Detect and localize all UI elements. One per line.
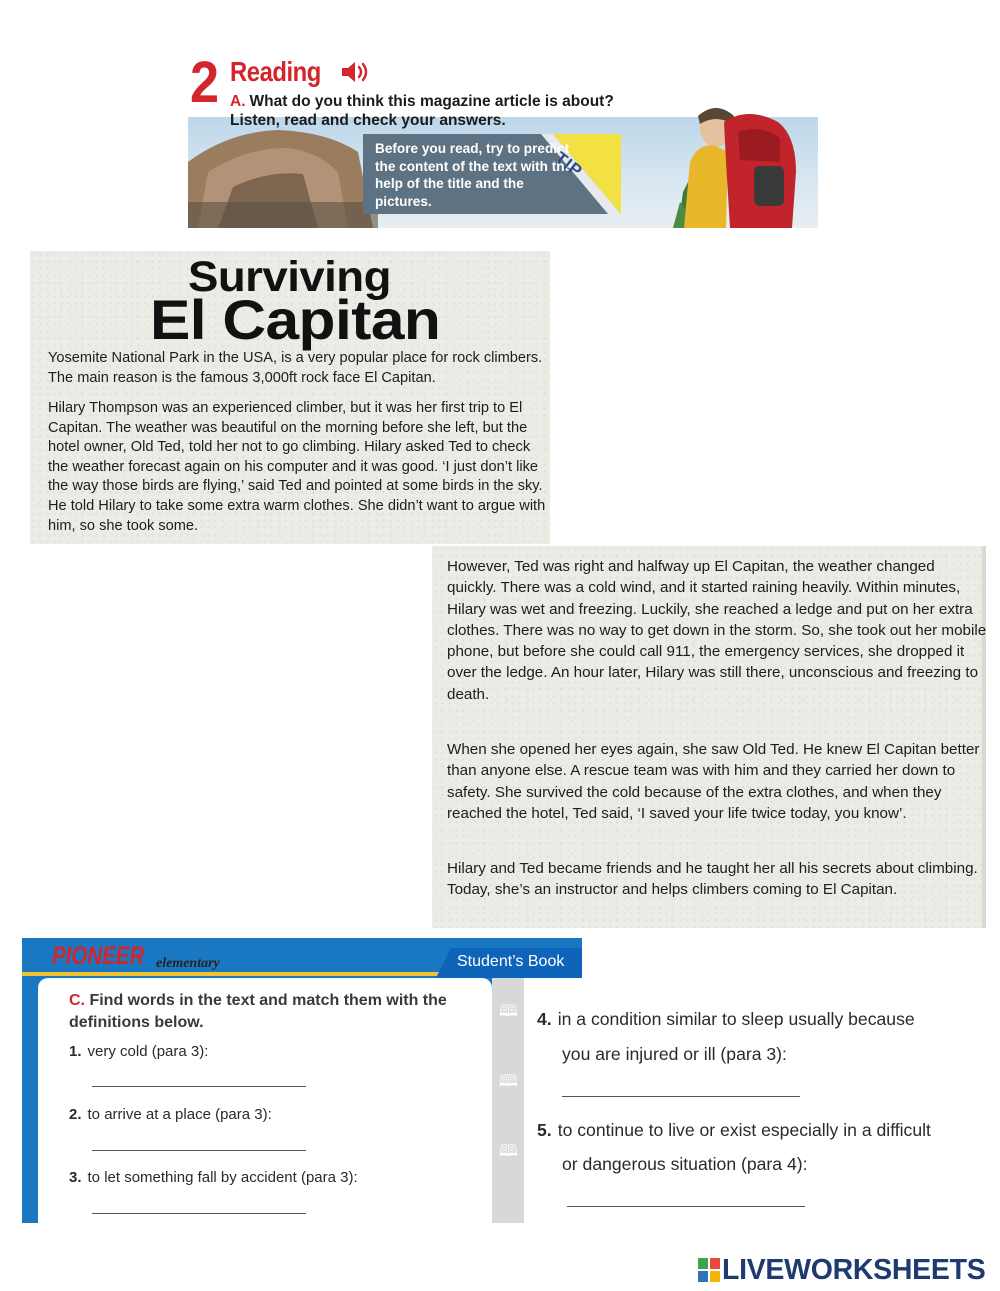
question-2 — [69, 1106, 272, 1123]
exercise-instruction — [69, 990, 479, 1034]
book-icon: 🕮 — [499, 1003, 518, 1020]
section-title: Reading — [230, 56, 321, 87]
question-number: 2. — [69, 1106, 82, 1123]
answer-line-1[interactable] — [92, 1086, 306, 1087]
answer-line-2[interactable] — [92, 1150, 306, 1151]
article-paragraph-3: However, Ted was right and halfway up El Capitan, the weather changed quickly. There was a cold wind, and it started raining heavily. Within minutes, Hilary was wet and freezing. Luckily, she reached a ledge and put on her extra clothes. There was no way to get down in the storm. So, she took out her mobile phone, but before she could call 911, the emergency services, she dropped it over the ledge. An hour later, Hilary was still there, unconscious and freezing to death. — [447, 558, 987, 703]
tip-label: TIP — [551, 148, 587, 182]
task-instruction-line1 — [230, 93, 614, 111]
question-1 — [69, 1043, 208, 1060]
exercise-panel — [22, 938, 582, 1223]
question-number: 3. — [69, 1169, 82, 1186]
article-title-line1: Surviving — [188, 253, 391, 301]
tip-box — [363, 134, 621, 214]
question-4 — [537, 1009, 915, 1030]
book-icon: 🕮 — [499, 1073, 518, 1090]
task-text: What do you think this magazine article is about? — [249, 93, 614, 110]
article-title-line2: El Capitan — [150, 288, 441, 351]
section-number: 2 — [190, 52, 220, 115]
header-accent-line — [22, 972, 442, 976]
level-label: elementary — [156, 956, 220, 971]
answer-line-5[interactable] — [567, 1206, 805, 1207]
article-part-2 — [432, 546, 986, 928]
question-text: in a condition similar to sleep usually because — [557, 1009, 915, 1029]
article-paragraph-4: When she opened her eyes again, she saw Old Ted. He knew El Capitan better than anyone else. A rescue team was with him and they carried her down to safety. She survived the cold because of the extra clothes, and when they reached the hotel, Ted said, ‘I saved your life twice today, you know’. — [447, 741, 980, 822]
article-paragraph-5: Hilary and Ted became friends and he taught her all his secrets about climbing. Today, she’s an instructor and helps climbers coming to El Capitan. — [447, 860, 978, 899]
liveworksheets-logo-text: LIVEWORKSHEETS — [722, 1254, 986, 1286]
hiker-photo — [668, 102, 818, 228]
question-number: 5. — [537, 1120, 552, 1140]
question-text: very cold (para 3): — [87, 1043, 209, 1060]
question-number: 1. — [69, 1043, 82, 1060]
tip-text: Before you read, try to predict the content of the text with the help of the title and the pictures. — [375, 141, 573, 209]
book-icon: 🕮 — [499, 1143, 518, 1160]
reading-banner — [188, 52, 818, 228]
question-number: 4. — [537, 1009, 552, 1029]
answer-line-4[interactable] — [562, 1096, 800, 1097]
question-5 — [537, 1120, 931, 1141]
answer-line-3[interactable] — [92, 1213, 306, 1214]
article-part-1 — [30, 251, 550, 544]
question-text: to arrive at a place (para 3): — [87, 1106, 272, 1123]
task-instruction-line2: Listen, read and check your answers. — [230, 112, 506, 129]
question-5-continued: or dangerous situation (para 4): — [562, 1154, 808, 1174]
article-paragraph-2: Hilary Thompson was an experienced climber, but it was her first trip to El Capitan. The weather was beautiful on the morning before she left, but the hotel owner, Old Ted, told her not to go climbing. Hilary asked Ted to check the weather forecast again on his computer and it was good. ‘I just don’t like the way those birds are flying,’ said Ted and pointed at some birds in the sky. He told Hilary to take some extra warm clothes. She didn’t want to argue with him, so she took some. — [48, 400, 546, 534]
book-spine — [492, 978, 524, 1223]
liveworksheets-icon — [698, 1258, 720, 1282]
question-3 — [69, 1169, 358, 1186]
exercise-letter: C. — [69, 992, 85, 1009]
question-text: to let something fall by accident (para 3): — [87, 1169, 358, 1186]
question-4-continued: you are injured or ill (para 3): — [562, 1044, 787, 1064]
exercise-instruction-text: Find words in the text and match them with the definitions below. — [69, 992, 447, 1031]
students-book-tab-label: Student’s Book — [457, 953, 565, 970]
speaker-icon[interactable] — [340, 60, 372, 84]
pioneer-logo: PIONEER — [52, 942, 145, 970]
question-text: to continue to live or exist especially in a difficult — [557, 1120, 931, 1140]
article-paragraph-1: Yosemite National Park in the USA, is a very popular place for rock climbers. The main reason is the famous 3,000ft rock face El Capitan. — [48, 350, 543, 386]
task-letter: A. — [230, 93, 246, 110]
